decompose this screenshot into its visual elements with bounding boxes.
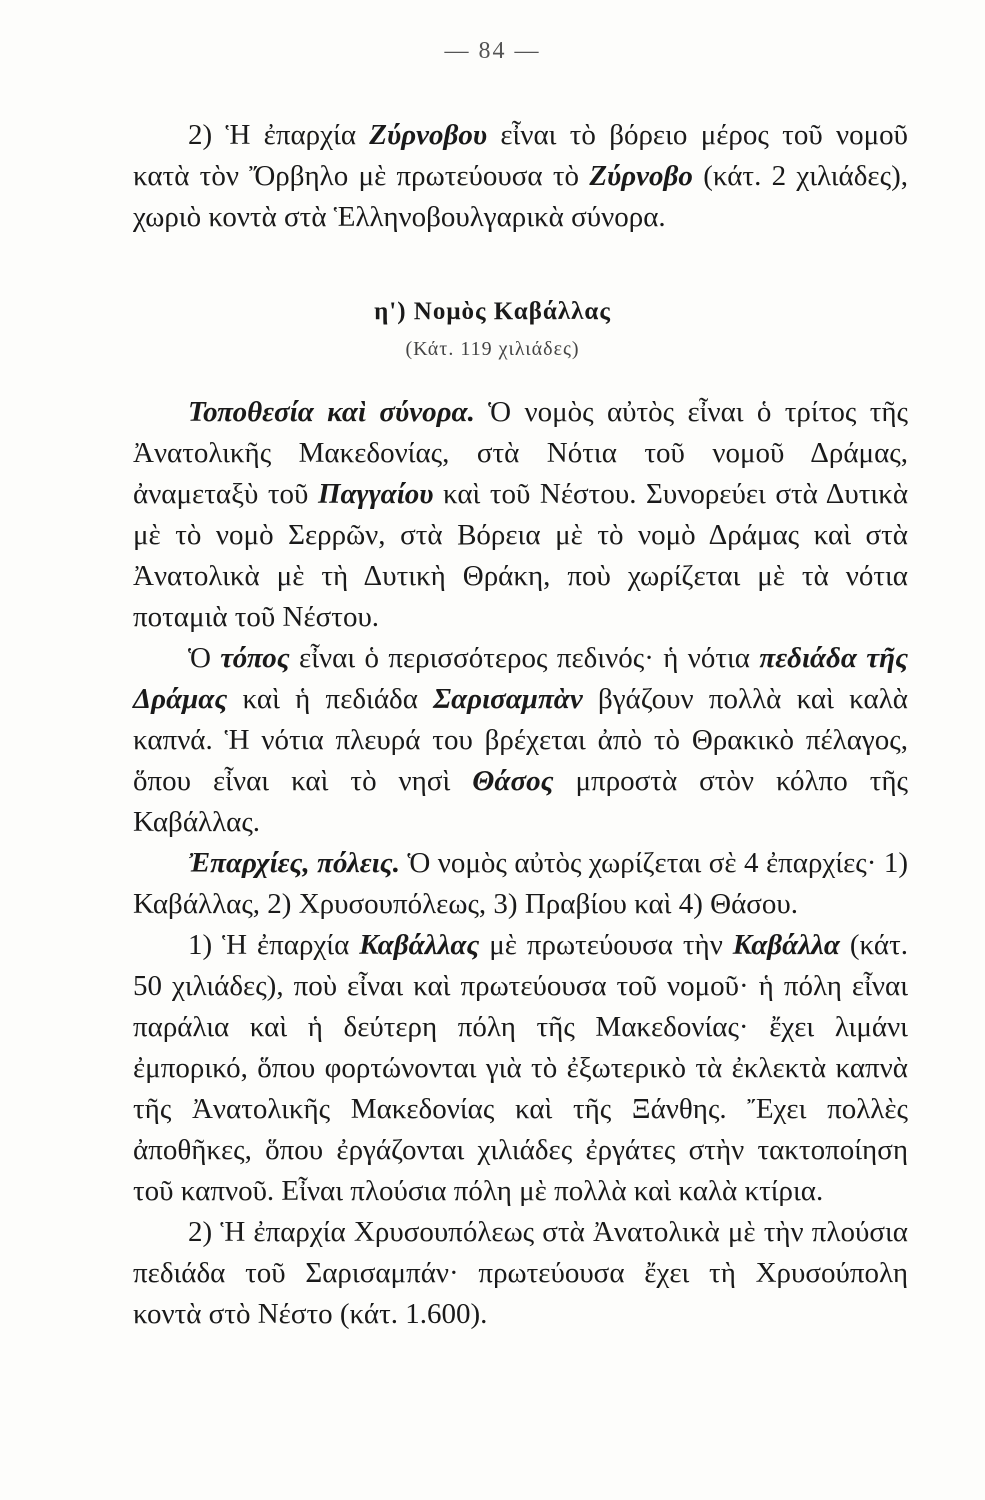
emphasis-zyrnovo: Ζύρνοβο <box>589 160 693 192</box>
main-text <box>133 392 908 1335</box>
paragraph-provinces <box>133 843 908 925</box>
text-run: μὲ πρωτεύουσα τὴν <box>479 929 733 961</box>
text-run: εἶναι τὸ βόρειο μέρος τοῦ νομοῦ κατὰ τὸν Ὄρβηλο μὲ πρωτεύουσα τὸ <box>133 119 908 192</box>
text-run: 2) Ἡ ἐπαρχία Χρυσουπόλεως στὰ Ἀνατολικὰ μὲ τὴν πλούσια πεδιάδα τοῦ Σαρισαμπάν· πρωτεύουσα ἔχει τὴ Χρυσούπολη κοντὰ στὸ Νέστο (κάτ. 1.600). <box>133 1216 908 1330</box>
text-run: βγάζουν πολλὰ καὶ καλὰ καπνά. Ἡ νότια πλευρά του βρέχεται ἀπὸ τὸ Θρακικὸ πέλαγος, ὅπου εἶναι καὶ τὸ νησὶ <box>133 683 908 797</box>
text-run: 2) Ἡ ἐπαρχία <box>188 119 370 151</box>
emphasis-kavallas: Καβάλλας <box>359 929 480 961</box>
text-run: εἶναι ὁ περισσότερος πεδινός· ἡ νότια <box>289 642 760 674</box>
subheading-provinces: Ἐπαρχίες, πόλεις. <box>188 847 400 879</box>
emphasis-zyrnovou: Ζύρνοβου <box>369 119 488 151</box>
text-run: (κάτ. 2 χιλιάδες), χωριὸ κοντὰ στὰ Ἑλληνοβουλγαρικὰ σύνορα. <box>133 160 908 233</box>
page-number: — 84 — <box>444 38 541 64</box>
section-subtitle: (Κάτ. 119 χιλιάδες) <box>405 338 580 360</box>
emphasis-thasos: Θάσος <box>472 765 554 797</box>
intro-paragraph <box>133 115 908 238</box>
paragraph-zyrnovo <box>133 115 908 238</box>
subheading-location: Τοποθεσία καὶ σύνορα. <box>188 396 475 428</box>
text-run: (κάτ. 50 χιλιάδες), ποὺ εἶναι καὶ πρωτεύουσα τοῦ νομοῦ· ἡ πόλη εἶναι παράλια καὶ ἡ δεύτερη πόλη τῆς Μακεδονίας· ἔχει λιμάνι ἐμπορικό, ὅπου φορτώνονται γιὰ τὸ ἐξωτερικὸ τὰ ἐκλεκτὰ καπνὰ τῆς Ἀνατολικῆς Μακεδονίας καὶ τῆς Ξάνθης. Ἔχει πολλὲς ἀποθῆκες, ὅπου ἐργάζονται χιλιάδες ἐργάτες στὴν τακτοποίηση τοῦ καπνοῦ. Εἶναι πλούσια πόλη μὲ πολλὰ καὶ καλὰ κτίρια. <box>133 929 908 1207</box>
emphasis-paggaio: Παγγαίου <box>317 478 434 510</box>
paragraph-terrain <box>133 638 908 843</box>
text-run: Ὁ νομὸς αὐτὸς εἶναι ὁ τρίτος τῆς Ἀνατολικῆς Μακεδονίας, στὰ Νότια τοῦ νομοῦ Δράμας, ἀναμεταξὺ τοῦ <box>133 396 909 510</box>
paragraph-location <box>133 392 908 638</box>
section-title: η') Νομὸς Καβάλλας <box>374 298 611 325</box>
text-run: μπροστὰ στὸν κόλπο τῆς Καβάλλας. <box>133 765 908 838</box>
emphasis-sarisampan: Σαρισαμπὰν <box>433 683 583 715</box>
paragraph-kavala <box>133 925 908 1212</box>
text-run: Ὁ <box>188 642 221 674</box>
text-run: καὶ ἡ πεδιάδα <box>227 683 434 715</box>
text-run: 1) Ἡ ἐπαρχία <box>188 929 360 961</box>
text-run: Ὁ νομὸς αὐτὸς χωρίζεται σὲ 4 ἐπαρχίες· 1) Καβάλλας, 2) Χρυσουπόλεως, 3) Πραβίου καὶ 4) Θάσου. <box>133 847 909 920</box>
emphasis-kavalla: Καβάλλα <box>732 929 840 961</box>
emphasis-topos: τόπος <box>220 642 290 674</box>
text-run: καὶ τοῦ Νέστου. Συνορεύει στὰ Δυτικὰ μὲ τὸ νομὸ Σερρῶν, στὰ Βόρεια μὲ τὸ νομὸ Δράμας καὶ στὰ Ἀνατολικὰ μὲ τὴ Δυτικὴ Θράκη, ποὺ χωρίζεται μὲ τὰ νότια ποταμιὰ τοῦ Νέστου. <box>133 478 909 633</box>
emphasis-drama-plain: πεδιάδα τῆς Δράμας <box>133 642 909 715</box>
paragraph-chrysoupoli <box>133 1212 908 1335</box>
